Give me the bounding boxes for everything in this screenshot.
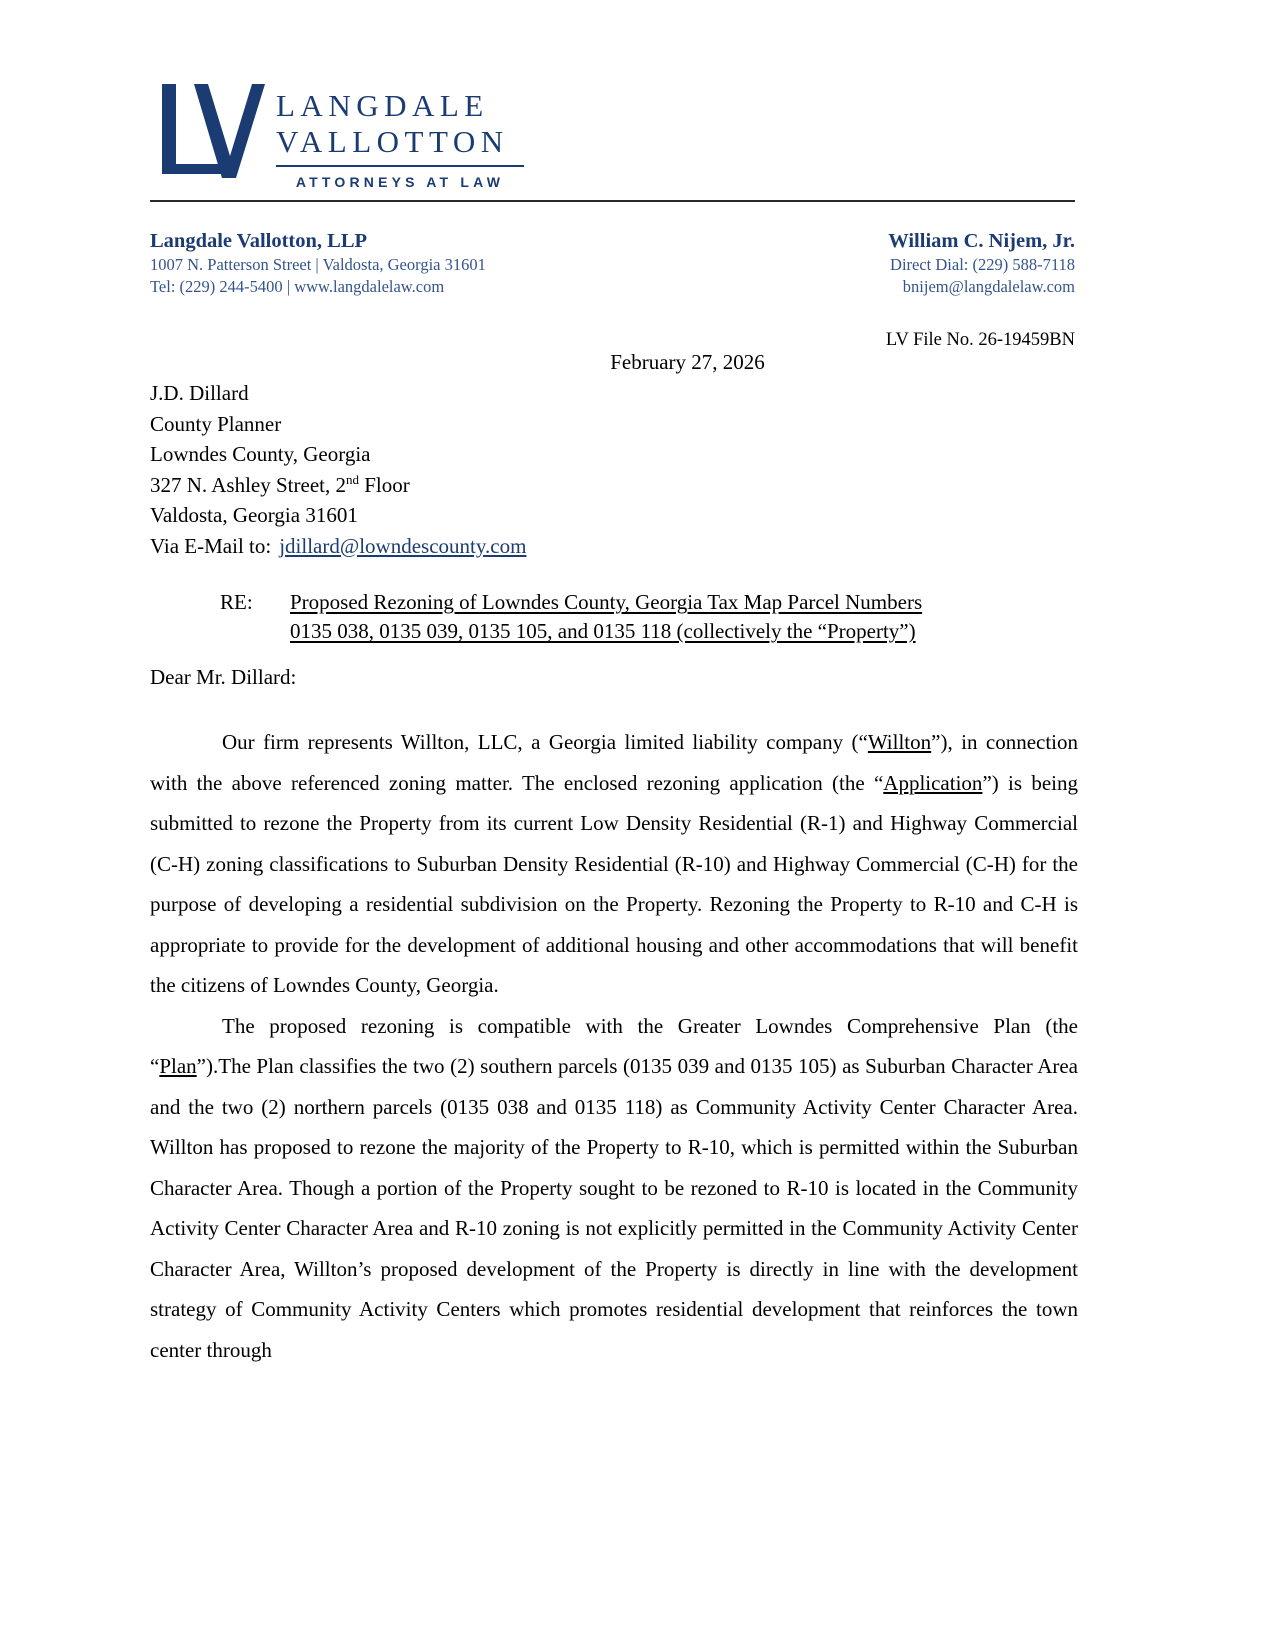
- wordmark-divider: [276, 165, 524, 167]
- firm-contact-block: [150, 228, 670, 298]
- recipient-street-ordinal: nd: [345, 471, 359, 487]
- recipient-title: County Planner: [150, 411, 282, 436]
- firm-name: Langdale Vallotton, LLP: [150, 230, 368, 252]
- salutation: Dear Mr. Dillard:: [150, 665, 297, 689]
- p2-underline-plan: Plan: [159, 1054, 197, 1078]
- p2-part-b: ”).The Plan classifies the two (2) southern parcels (0135 039 and 0135 105) as Suburban Character Area and the two (2) northern parcels (0135 038 and 0135 118) as Community Activity Center Character Area. Willton has proposed to rezone the majority of the Property to R-10, which is permitted within the Suburban Character Area. Though a portion of the Property sought to be rezoned to R-10 is located in the Community Activity Center Character Area and R-10 zoning is not explicitly permitted in the Community Activity Center Character Area, Willton’s proposed development of the Property is directly in line with the development strategy of Community Activity Centers which promotes residential development that reinforces the town center through: [150, 1054, 1078, 1362]
- attorney-direct-dial: Direct Dial: (229) 588-7118: [890, 255, 1075, 274]
- recipient-via-line: [150, 531, 850, 562]
- firm-phone-website: Tel: (229) 244-5400 | www.langdalelaw.com: [150, 277, 445, 296]
- via-email-label: Via E-Mail to:: [150, 533, 272, 558]
- attorney-email: bnijem@langdalelaw.com: [902, 277, 1075, 296]
- recipient-street-prefix: 327 N. Ashley Street, 2: [150, 472, 346, 497]
- letter-body: [150, 722, 1078, 1370]
- re-line-1: Proposed Rezoning of Lowndes County, Georgia Tax Map Parcel Numbers: [290, 590, 923, 614]
- attorney-contact-block: [715, 228, 1075, 298]
- p1-part-c: ”) is being submitted to rezone the Property from its current Low Density Residential (R-1) and Highway Commercial (C-H) zoning classifications to Suburban Density Residential (R-10) and Highway Commercial (C-H) for the purpose of developing a residential subdivision on the Property. Rezoning the Property to R-10 and C-H is appropriate to provide for the development of additional housing and other accommodations that will benefit the citizens of Lowndes County, Georgia.: [150, 770, 1078, 997]
- p1-underline-application: Application: [883, 770, 983, 795]
- letter-date: February 27, 2026: [610, 350, 765, 374]
- recipient-street: [150, 470, 850, 501]
- re-label: RE:: [220, 590, 253, 614]
- recipient-email-link[interactable]: jdillard@lowndescounty.com: [279, 533, 527, 558]
- body-paragraph-1: [150, 722, 1078, 1006]
- recipient-address-block: [150, 378, 850, 561]
- letterhead: [150, 70, 1075, 195]
- wordmark-line-2: VALLOTTON: [276, 124, 509, 159]
- recipient-street-suffix: Floor: [358, 472, 410, 497]
- file-number: LV File No. 26-19459BN: [885, 330, 1075, 350]
- p2-part-a: The proposed rezoning is compatible with the Greater Lowndes Comprehensive Plan (the “: [150, 1013, 1078, 1078]
- re-line-2: 0135 038, 0135 039, 0135 105, and 0135 118 (collectively the “Property”): [290, 619, 916, 643]
- firm-wordmark: [276, 88, 676, 190]
- recipient-city-state-zip: Valdosta, Georgia 31601: [150, 503, 358, 527]
- langdale-vallotton-logo-icon: [150, 78, 265, 193]
- header-divider: [150, 200, 1075, 202]
- wordmark-tagline: ATTORNEYS AT LAW: [295, 174, 505, 190]
- re-subject-block: [220, 588, 1080, 646]
- attorney-name: William C. Nijem, Jr.: [888, 230, 1075, 252]
- body-paragraph-2: [150, 1006, 1078, 1371]
- p1-underline-willton: Willton: [867, 730, 932, 754]
- firm-address: 1007 N. Patterson Street | Valdosta, Georgia 31601: [150, 255, 486, 274]
- recipient-organization: Lowndes County, Georgia: [150, 442, 371, 466]
- wordmark-line-1: LANGDALE: [276, 88, 489, 123]
- p1-part-a: Our firm represents Willton, LLC, a Georgia limited liability company (“: [222, 730, 868, 754]
- p1-part-b: ”), in connection with the above referenced zoning matter. The enclosed rezoning application (the “: [150, 730, 1079, 795]
- recipient-name: J.D. Dillard: [150, 381, 249, 405]
